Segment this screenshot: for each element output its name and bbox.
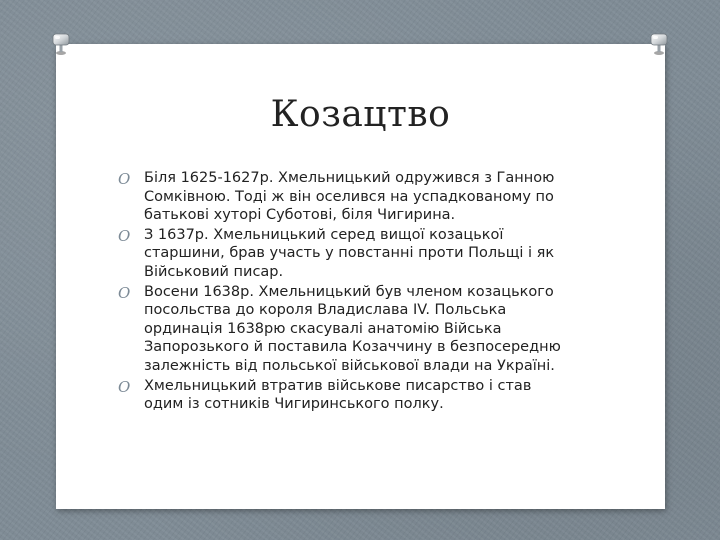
bullet-line: Запорозького й поставила Козаччину в безпосередню bbox=[144, 339, 561, 356]
bullet-line: Хмельницький втратив військове писарство і став bbox=[144, 377, 532, 394]
bullet-line: посольства до короля Владислава IV. Польська bbox=[144, 302, 507, 319]
bullet-item-4 bbox=[118, 377, 598, 414]
bullet-marker-icon: O bbox=[118, 377, 131, 396]
bullet-line: Військовий писар. bbox=[144, 263, 284, 280]
bullet-item-1 bbox=[118, 169, 598, 225]
bullet-line: залежність від польської військової влади на Україні. bbox=[144, 357, 555, 374]
pushpin-icon bbox=[648, 32, 670, 56]
slide-card bbox=[56, 44, 665, 509]
bullet-marker-icon: O bbox=[118, 283, 131, 302]
slide-title: Козацтво bbox=[270, 94, 451, 135]
bullet-line: Біля 1625-1627р. Хмельницький одружився з Ганною bbox=[144, 170, 555, 186]
bullet-line: Восени 1638р. Хмельницький був членом козацького bbox=[144, 283, 554, 300]
bullet-line: Сомківною. Тоді ж він оселився на успадкованому по bbox=[144, 188, 554, 205]
bullet-line: одим із сотників Чигиринського полку. bbox=[144, 396, 444, 413]
bullet-line: ординація 1638рю скасувалі анатомію Війська bbox=[144, 320, 502, 337]
bullet-line: З 1637р. Хмельницький серед вищої козацької bbox=[144, 226, 504, 243]
bullet-marker-icon: O bbox=[118, 226, 131, 245]
bullet-item-2 bbox=[118, 226, 598, 282]
bullet-list bbox=[118, 169, 598, 415]
pushpin-icon bbox=[50, 32, 72, 56]
bullet-line: старшини, брав участь у повстанні проти Польщі і як bbox=[144, 245, 555, 262]
bullet-marker-icon: O bbox=[118, 170, 131, 188]
bullet-line: батькові хуторі Суботові, біля Чигирина. bbox=[144, 207, 456, 224]
bullet-item-3 bbox=[118, 283, 598, 376]
